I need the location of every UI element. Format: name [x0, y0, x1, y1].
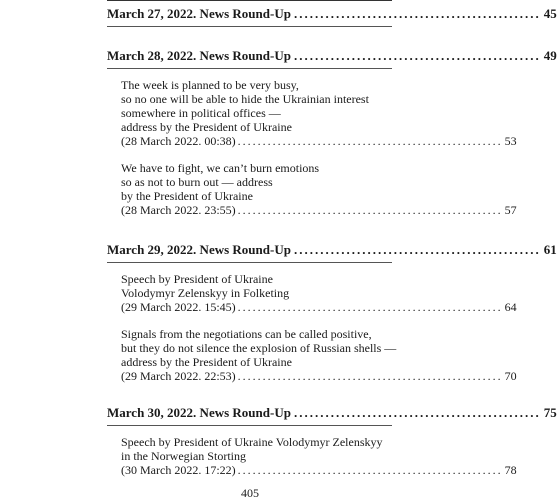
entry-date: (28 March 2022. 00:38) — [121, 134, 236, 148]
entry-line: so as not to burn out — address — [121, 175, 273, 189]
entry-date: (29 March 2022. 15:45) — [121, 300, 236, 314]
entry-line: in the Norwegian Storting — [121, 449, 246, 463]
entry-date: (30 March 2022. 17:22) — [121, 463, 236, 477]
leader-dots: ..................................................... — [237, 369, 503, 383]
leader-dots: ..................................................... — [237, 300, 503, 314]
leader-dots: ..................................................... — [237, 203, 503, 217]
page-footer-number: 405 — [241, 486, 259, 500]
entry-date-line — [121, 300, 517, 314]
entry-list — [121, 78, 517, 217]
section-heading[interactable] — [107, 242, 557, 258]
entry-line: We have to fight, we can’t burn emotions — [121, 161, 320, 175]
section-page-number: 61 — [543, 242, 557, 257]
entry-line: somewhere in political offices — — [121, 106, 281, 120]
entry-date-line — [121, 203, 517, 217]
entry-line: The week is planned to be very busy, — [121, 78, 299, 92]
section-rule — [107, 262, 392, 263]
toc-section — [107, 6, 557, 27]
toc-entry[interactable] — [121, 435, 517, 477]
toc-section — [107, 405, 557, 490]
entry-date: (29 March 2022. 22:53) — [121, 369, 236, 383]
section-page-number: 45 — [543, 6, 557, 21]
toc-entry[interactable] — [121, 161, 517, 217]
leader-dots: ............................................... — [293, 242, 541, 257]
leader-dots: ............................................... — [293, 48, 541, 63]
entry-line: Signals from the negotiations can be called positive, — [121, 327, 372, 341]
leader-dots: ..................................................... — [237, 134, 503, 148]
section-heading[interactable] — [107, 48, 557, 64]
entry-line: address by the President of Ukraine — [121, 355, 292, 369]
section-heading[interactable] — [107, 6, 557, 22]
section-title: March 28, 2022. News Round-Up — [107, 48, 291, 63]
entry-page-number: 57 — [504, 203, 517, 217]
toc-entry[interactable] — [121, 272, 517, 314]
entry-page-number: 64 — [504, 300, 517, 314]
leader-dots: ............................................... — [293, 6, 541, 21]
entry-date-line — [121, 369, 517, 383]
section-title: March 30, 2022. News Round-Up — [107, 405, 291, 420]
entry-date: (28 March 2022. 23:55) — [121, 203, 236, 217]
entry-list — [121, 272, 517, 383]
section-title: March 27, 2022. News Round-Up — [107, 6, 291, 21]
entry-line: so no one will be able to hide the Ukrainian interest — [121, 92, 369, 106]
top-rule — [107, 0, 392, 1]
entry-date-line — [121, 134, 517, 148]
entry-page-number: 78 — [504, 463, 517, 477]
entry-line: address by the President of Ukraine — [121, 120, 292, 134]
entry-line: Speech by President of Ukraine Volodymyr Zelenskyy — [121, 435, 383, 449]
leader-dots: ..................................................... — [237, 463, 503, 477]
entry-list — [121, 435, 517, 477]
section-heading[interactable] — [107, 405, 557, 421]
section-page-number: 49 — [543, 48, 557, 63]
toc-section — [107, 242, 557, 396]
section-title: March 29, 2022. News Round-Up — [107, 242, 291, 257]
section-rule — [107, 68, 392, 69]
entry-line: Speech by President of Ukraine — [121, 272, 273, 286]
section-rule — [107, 26, 392, 27]
entry-page-number: 53 — [504, 134, 517, 148]
entry-line: Volodymyr Zelenskyy in Folketing — [121, 286, 290, 300]
section-page-number: 75 — [543, 405, 557, 420]
toc-entry[interactable] — [121, 78, 517, 148]
section-rule — [107, 425, 392, 426]
leader-dots: ............................................... — [293, 405, 541, 420]
entry-line: but they do not silence the explosion of Russian shells — — [121, 341, 397, 355]
entry-line: by the President of Ukraine — [121, 189, 253, 203]
entry-date-line — [121, 463, 517, 477]
toc-entry[interactable] — [121, 327, 517, 383]
toc-section — [107, 48, 557, 230]
entry-page-number: 70 — [504, 369, 517, 383]
